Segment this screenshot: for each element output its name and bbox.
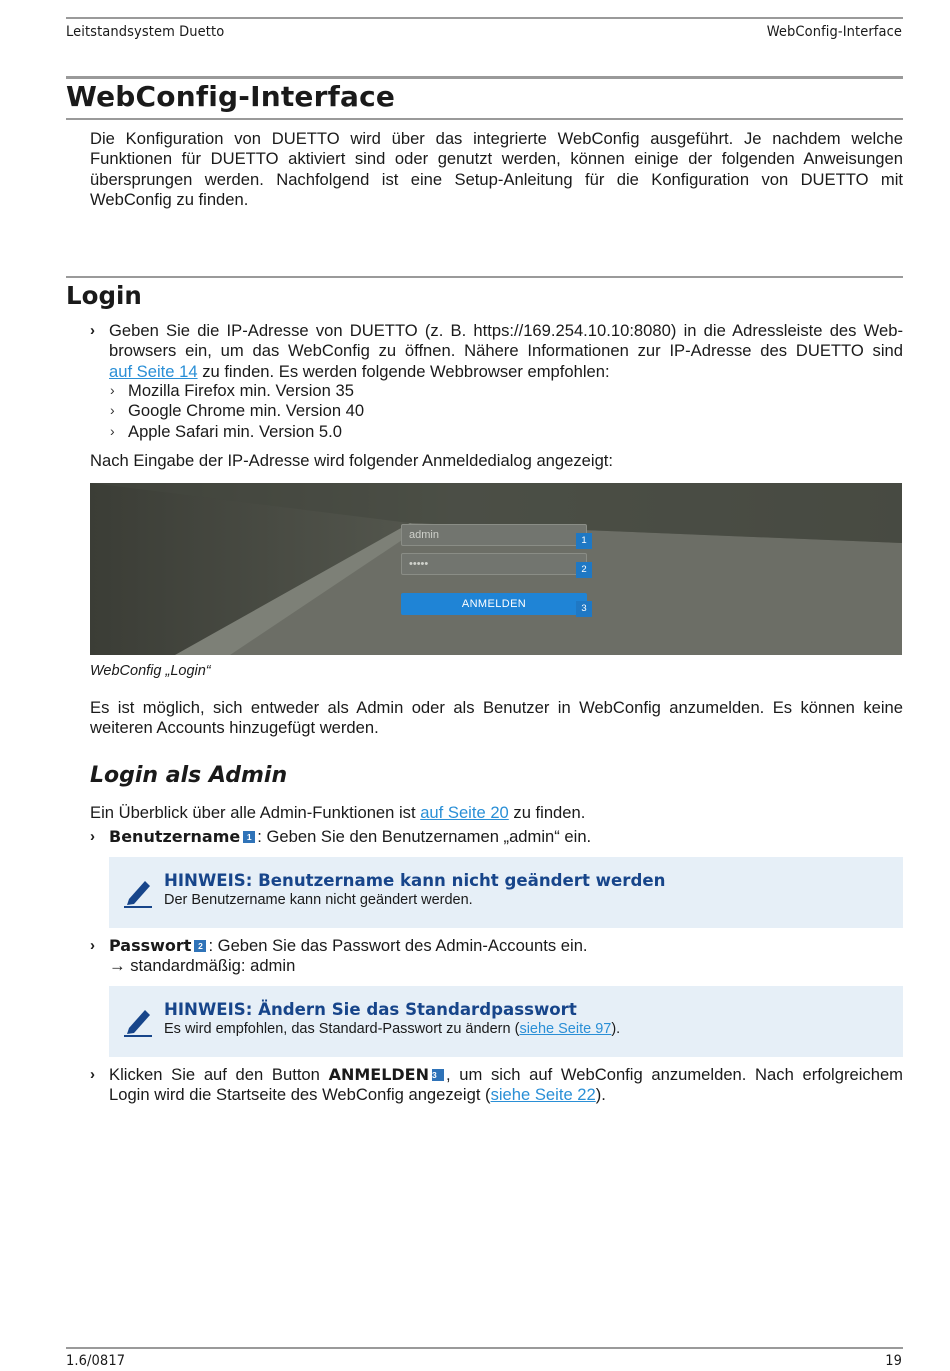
footer-rule <box>66 1347 903 1349</box>
anmelden-step: Klicken Sie auf den Button ANMELDEN 3 , um sich auf WebConfig anzumelden. Nach erfolgreichem Login wird die Startseite des WebConfig angezeigt (siehe Seite 22). <box>109 1065 903 1105</box>
password-input[interactable]: ••••• <box>401 553 587 575</box>
bullet-arrow: › <box>90 322 95 339</box>
sub-bullet-icon: › <box>110 423 115 439</box>
pencil-icon <box>121 1004 155 1038</box>
badge-2: 2 <box>576 562 592 578</box>
admin-overview: Ein Überblick über alle Admin-Funktionen ist auf Seite 20 zu finden. <box>90 803 586 822</box>
badge-3: 3 <box>576 601 592 617</box>
note-text: Der Benutzername kann nicht geändert werden. <box>164 892 473 908</box>
subsection-heading-admin: Login als Admin <box>90 763 288 788</box>
sub-bullet-icon: › <box>110 382 115 398</box>
page-title: WebConfig-Interface <box>66 80 396 113</box>
note-text: Es wird empfohlen, das Standard-Passwort zu ändern (siehe Seite 97). <box>164 1021 621 1037</box>
password-step: Passwort 2 : Geben Sie das Passwort des Admin-Accounts ein. → standardmäßig: admin <box>109 936 588 976</box>
badge-1-inline: 1 <box>243 831 255 843</box>
note-password <box>109 986 903 1057</box>
page-number: 19 <box>885 1353 902 1369</box>
badge-2-inline: 2 <box>194 940 206 952</box>
link-page-14[interactable]: auf Seite 14 <box>109 361 198 381</box>
note-title: HINWEIS: Benutzername kann nicht geändert werden <box>164 871 666 890</box>
note-title: HINWEIS: Ändern Sie das Standardpasswort <box>164 1000 577 1019</box>
password-default: → standardmäßig: admin <box>109 956 296 976</box>
header-right: WebConfig-Interface <box>766 24 902 40</box>
badge-1: 1 <box>576 533 592 549</box>
bullet-arrow: › <box>90 828 95 845</box>
header-rule <box>66 17 903 19</box>
account-paragraph: Es ist möglich, sich entweder als Admin oder als Benutzer in WebConfig anzumelden. Es können keine weiteren Accounts hinzugefügt werden. <box>90 698 903 738</box>
pencil-icon <box>121 875 155 909</box>
note-username <box>109 857 903 928</box>
intro-paragraph: Die Konfiguration von DUETTO wird über das integrierte WebConfig ausgeführt. Je nachdem welche Funktionen für DUETTO aktiviert sind oder genutzt werden, können einige der folgenden Anweisungen übersprungen werden. Nachfolgend ist eine Setup-Anleitung für die Konfiguration von DUETTO mit WebConfig zu finden. <box>90 129 903 210</box>
after-ip-text: Nach Eingabe der IP-Adresse wird folgender Anmeldedialog angezeigt: <box>90 451 614 470</box>
link-page-20[interactable]: auf Seite 20 <box>420 803 509 822</box>
link-page-97[interactable]: siehe Seite 97 <box>519 1021 612 1037</box>
browser-item: Apple Safari min. Version 5.0 <box>128 422 342 441</box>
bullet-arrow: › <box>90 1066 95 1083</box>
anmelden-button[interactable]: ANMELDEN <box>401 593 587 615</box>
sub-bullet-icon: › <box>110 402 115 418</box>
badge-3-inline: 3 <box>432 1069 444 1081</box>
browser-item: Mozilla Firefox min. Version 35 <box>128 381 354 400</box>
browser-item: Google Chrome min. Version 40 <box>128 401 365 420</box>
header-left: Leitstandsystem Duetto <box>66 24 225 40</box>
username-input[interactable]: admin <box>401 524 587 546</box>
username-step: Benutzername 1 : Geben Sie den Benutzernamen „admin“ ein. <box>109 827 592 846</box>
bullet-arrow: › <box>90 937 95 954</box>
login-step-1: Geben Sie die IP-Adresse von DUETTO (z. B. https://169.254.10.10:8080) in die Adressleiste des Web- browsers ein, um das WebConfig zu öffnen. Nähere Informationen zur IP-Adresse des DUETTO sind auf Seite 14 zu finden. Es werden folgende Webbrowser empfohlen: <box>109 321 903 381</box>
link-page-22[interactable]: siehe Seite 22 <box>490 1085 596 1105</box>
login-screenshot <box>90 483 902 655</box>
figure-caption: WebConfig „Login“ <box>90 663 211 679</box>
section-heading-login: Login <box>66 281 142 310</box>
title-top-rule <box>66 76 903 79</box>
footer-version: 1.6/0817 <box>66 1353 126 1369</box>
section-rule <box>66 276 903 278</box>
title-bottom-rule <box>66 118 903 120</box>
